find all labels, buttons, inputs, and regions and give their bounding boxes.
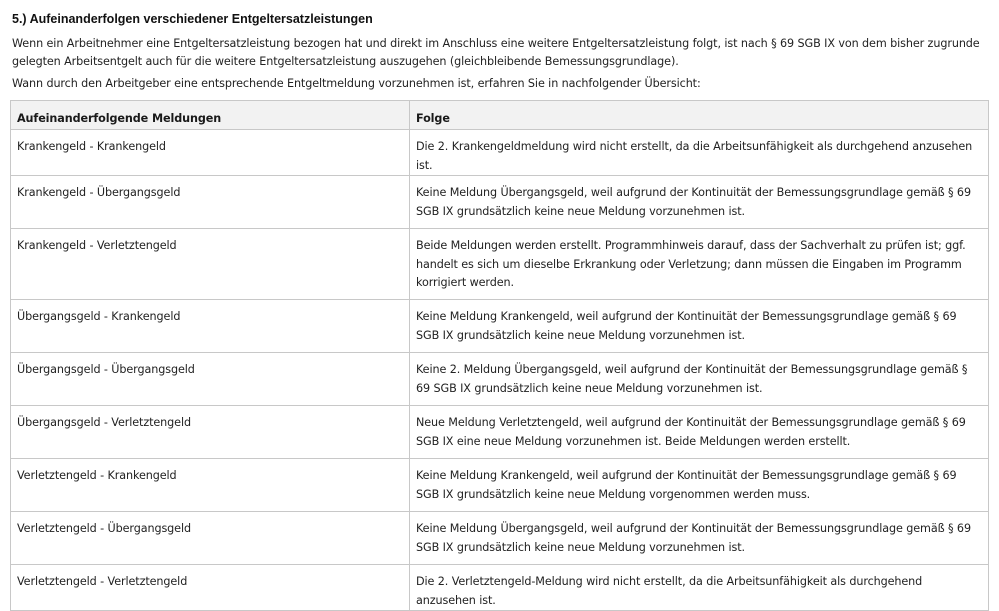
table-row: [11, 176, 989, 229]
table-row: [11, 300, 989, 353]
table-row: [11, 459, 989, 512]
table-row: [11, 512, 989, 565]
column-header-meldungen: Aufeinanderfolgende Meldungen: [11, 101, 410, 130]
cell-folge: Keine Meldung Übergangsgeld, weil aufgrund der Kontinuität der Bemessungsgrundlage gemäß § 69 SGB IX grundsätzlich keine neue Meldung vorzunehmen ist.: [410, 512, 989, 565]
column-header-folge: Folge: [410, 101, 989, 130]
cell-meldungen: Verletztengeld - Verletztengeld: [11, 565, 410, 611]
intro-paragraph: Wenn ein Arbeitnehmer eine Entgeltersatzleistung bezogen hat und direkt im Anschluss eine weitere Entgeltersatzleistung folgt, ist nach § 69 SGB IX von dem bisher zugrunde gelegten Arbeitsentgelt auch für die weitere Entgeltersatzleistung auszugehen (gleichbleibende Bemessungsgrundlage).: [12, 37, 980, 68]
cell-meldungen: Übergangsgeld - Verletztengeld: [11, 406, 410, 459]
cell-meldungen: Krankengeld - Krankengeld: [11, 130, 410, 176]
section-heading: 5.) Aufeinanderfolgen verschiedener Entgeltersatzleistungen: [12, 12, 373, 26]
cell-meldungen: Verletztengeld - Krankengeld: [11, 459, 410, 512]
table-header-row: [11, 101, 989, 130]
table-row: [11, 353, 989, 406]
cell-meldungen: Übergangsgeld - Übergangsgeld: [11, 353, 410, 406]
overview-lead-text: Wann durch den Arbeitgeber eine entsprechende Entgeltmeldung vorzunehmen ist, erfahren Sie in nachfolgender Übersicht:: [12, 77, 701, 90]
cell-folge: Die 2. Krankengeldmeldung wird nicht erstellt, da die Arbeitsunfähigkeit als durchgehend anzusehen ist.: [410, 130, 989, 176]
cell-folge: Neue Meldung Verletztengeld, weil aufgrund der Kontinuität der Bemessungsgrundlage gemäß § 69 SGB IX eine neue Meldung vorzunehmen ist. Beide Meldungen werden erstellt.: [410, 406, 989, 459]
cell-folge: Die 2. Verletztengeld-Meldung wird nicht erstellt, da die Arbeitsunfähigkeit als durchgehend anzusehen ist.: [410, 565, 989, 611]
cell-folge: Keine Meldung Übergangsgeld, weil aufgrund der Kontinuität der Bemessungsgrundlage gemäß § 69 SGB IX grundsätzlich keine neue Meldung vorzunehmen ist.: [410, 176, 989, 229]
table-row: [11, 229, 989, 300]
table-row: [11, 406, 989, 459]
cell-folge: Beide Meldungen werden erstellt. Programmhinweis darauf, dass der Sachverhalt zu prüfen ist; ggf. handelt es sich um dieselbe Erkrankung oder Verletzung; dann müssen die Eingaben im Programm korrigiert werden.: [410, 229, 989, 300]
cell-meldungen: Übergangsgeld - Krankengeld: [11, 300, 410, 353]
table-row: [11, 565, 989, 611]
overview-table: [10, 100, 989, 611]
cell-folge: Keine Meldung Krankengeld, weil aufgrund der Kontinuität der Bemessungsgrundlage gemäß § 69 SGB IX grundsätzlich keine neue Meldung vorgenommen werden muss.: [410, 459, 989, 512]
cell-folge: Keine Meldung Krankengeld, weil aufgrund der Kontinuität der Bemessungsgrundlage gemäß § 69 SGB IX grundsätzlich keine neue Meldung vorzunehmen ist.: [410, 300, 989, 353]
table-row: [11, 130, 989, 176]
cell-meldungen: Krankengeld - Verletztengeld: [11, 229, 410, 300]
cell-meldungen: Krankengeld - Übergangsgeld: [11, 176, 410, 229]
cell-folge: Keine 2. Meldung Übergangsgeld, weil aufgrund der Kontinuität der Bemessungsgrundlage gemäß § 69 SGB IX grundsätzlich keine neue Meldung vorzunehmen ist.: [410, 353, 989, 406]
cell-meldungen: Verletztengeld - Übergangsgeld: [11, 512, 410, 565]
